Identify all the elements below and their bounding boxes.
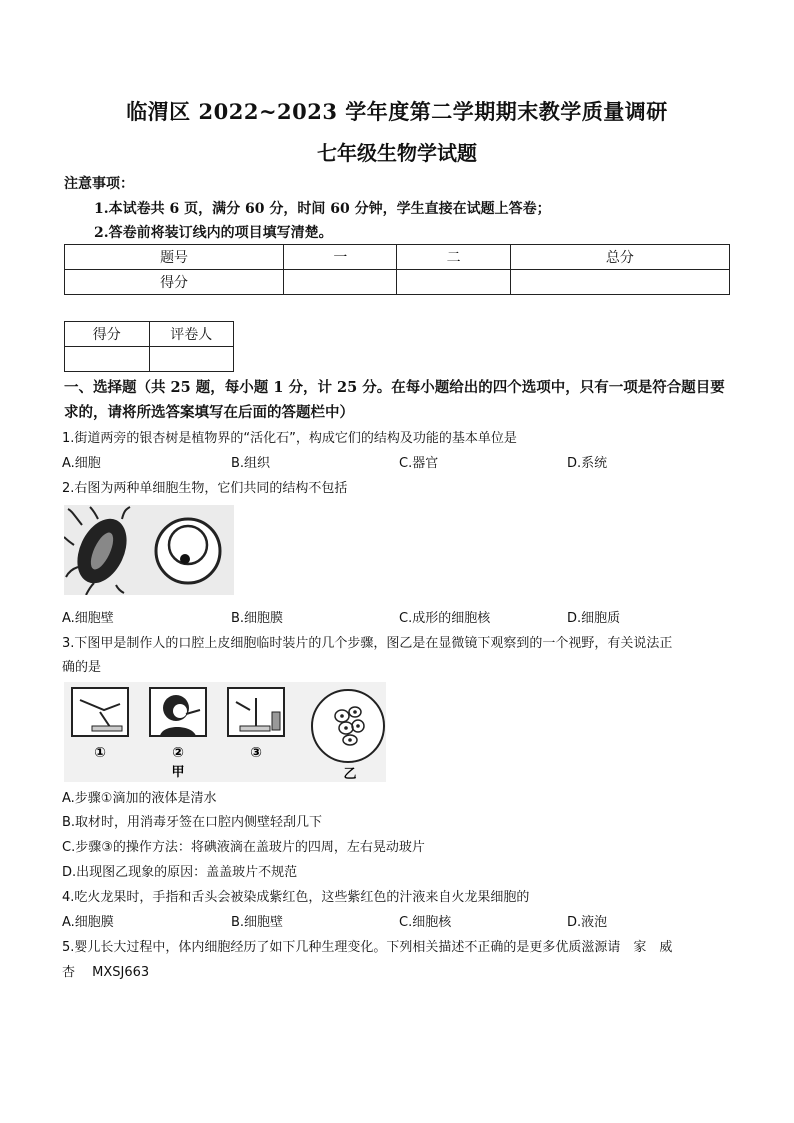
score-row-label: 得分	[65, 270, 284, 295]
question-4-option-b[interactable]: B.细胞壁	[231, 915, 284, 930]
question-4-option-c[interactable]: C.细胞核	[399, 915, 452, 930]
slide-preparation-figure	[64, 682, 386, 782]
grader-table-row	[65, 347, 234, 372]
question-3-stem-line-1: 3.下图甲是制作人的口腔上皮细胞临时装片的几个步骤，图乙是在显微镜下观察到的一个视野，有关说法正	[62, 636, 673, 651]
score-cell[interactable]	[510, 270, 729, 295]
single-cell-organisms-figure	[64, 505, 234, 595]
score-table-header-row	[65, 245, 730, 270]
question-3-option-d[interactable]: D.出现图乙现象的原因：盖盖玻片不规范	[62, 865, 298, 880]
step-1-label: ①	[94, 745, 106, 761]
exam-subtitle: 七年级生物学试题	[317, 141, 477, 165]
step-3-label: ③	[250, 745, 262, 761]
grader-cell[interactable]	[149, 347, 234, 372]
score-cell[interactable]	[284, 270, 397, 295]
yeast-cell-icon	[156, 519, 220, 583]
question-1-option-a[interactable]: A.细胞	[62, 456, 101, 471]
grader-table	[64, 321, 234, 372]
question-1-stem: 1.街道两旁的银杏树是植物界的“活化石”，构成它们的结构及功能的基本单位是	[62, 431, 517, 446]
question-3-option-c[interactable]: C.步骤③的操作方法：将碘液滴在盖玻片的四周，左右晃动玻片	[62, 840, 425, 855]
grader-cell[interactable]	[65, 347, 150, 372]
question-2-option-b[interactable]: B.细胞膜	[231, 611, 284, 626]
score-header-cell: 题号	[65, 245, 284, 270]
step-1-dropper-icon	[72, 688, 128, 736]
grader-table-header-row	[65, 322, 234, 347]
question-4-stem: 4.吃火龙果时，手指和舌头会被染成紫红色，这些紫红色的汁液来自火龙果细胞的	[62, 890, 530, 905]
notice-heading: 注意事项：	[64, 176, 134, 192]
score-table-row	[65, 270, 730, 295]
score-header-cell: 一	[284, 245, 397, 270]
step-2-label: ②	[172, 745, 184, 761]
question-3-option-a[interactable]: A.步骤①滴加的液体是清水	[62, 791, 217, 806]
grader-header-cell: 评卷人	[149, 322, 234, 347]
score-cell[interactable]	[397, 270, 510, 295]
figure-yi-label: 乙	[343, 767, 357, 782]
question-2-stem: 2.右图为两种单细胞生物，它们共同的结构不包括	[62, 481, 348, 496]
exam-title: 临渭区 2022~2023 学年度第二学期期末教学质量调研	[126, 99, 668, 124]
figure-jia-label: 甲	[171, 765, 185, 780]
question-1-option-d[interactable]: D.系统	[567, 456, 608, 471]
question-2-option-d[interactable]: D.细胞质	[567, 611, 621, 626]
question-5-stem-line-2: 杏 MXSJ663	[62, 965, 150, 980]
notice-item-2: 2.答卷前将装订线内的项目填写清楚。	[94, 225, 333, 241]
question-3-stem-line-2: 确的是	[62, 660, 102, 675]
score-header-cell: 二	[397, 245, 510, 270]
step-3-stain-icon	[228, 688, 284, 736]
microscope-field-icon	[312, 690, 384, 762]
notice-item-1: 1.本试卷共 6 页，满分 60 分，时间 60 分钟，学生直接在试题上答卷；	[94, 201, 551, 217]
question-2-option-a[interactable]: A.细胞壁	[62, 611, 114, 626]
score-header-cell: 总分	[510, 245, 729, 270]
question-4-option-d[interactable]: D.液泡	[567, 915, 608, 930]
question-2-option-c[interactable]: C.成形的细胞核	[399, 611, 491, 626]
grader-header-cell: 得分	[65, 322, 150, 347]
question-1-option-c[interactable]: C.器官	[399, 456, 439, 471]
question-1-option-b[interactable]: B.组织	[231, 456, 271, 471]
section-1-heading: 一、选择题（共 25 题，每小题 1 分，计 25 分。在每小题给出的四个选项中，只有一项是符合题目要求的，请将所选答案填写在后面的答题栏中）	[64, 379, 725, 421]
question-5-stem-line-1: 5.婴儿长大过程中，体内细胞经历了如下几种生理变化。下列相关描述不正确的是更多优质滋源请 家 威	[62, 940, 673, 955]
question-3-option-b[interactable]: B.取材时，用消毒牙签在口腔内侧壁轻刮几下	[62, 815, 323, 830]
step-2-person-icon	[150, 688, 206, 736]
score-table	[64, 244, 730, 295]
question-4-option-a[interactable]: A.细胞膜	[62, 915, 114, 930]
